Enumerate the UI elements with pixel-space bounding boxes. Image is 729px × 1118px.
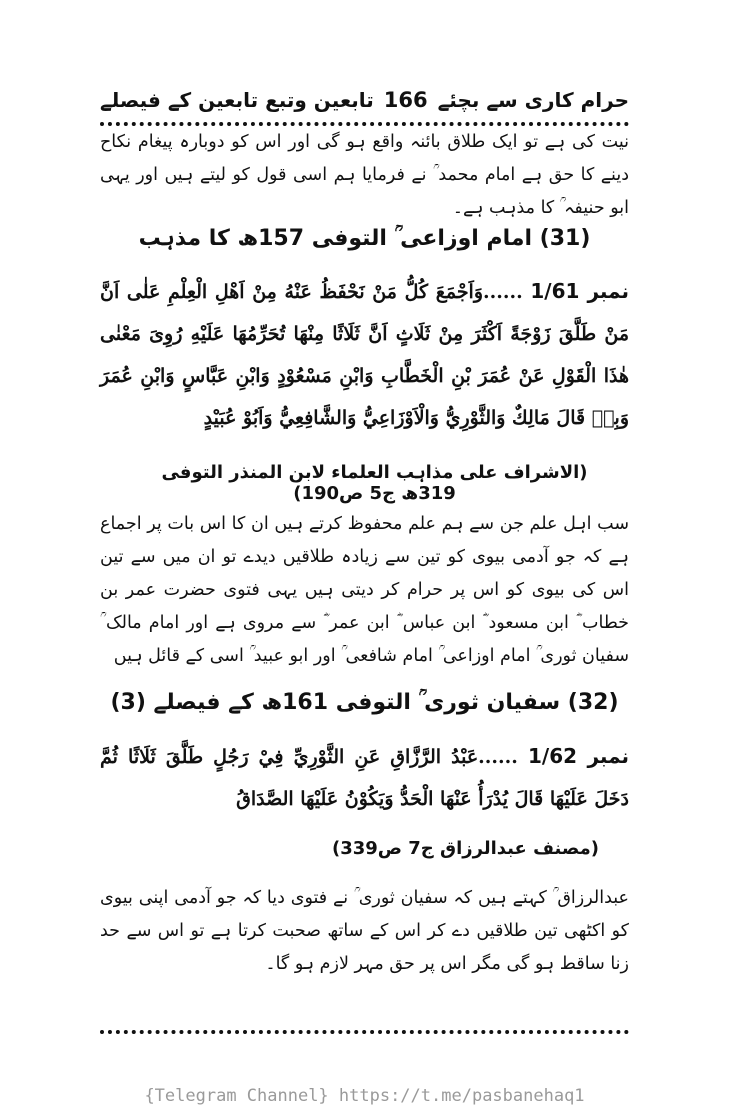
arabic-quote-62: ......عَبْدُ الرَّزَّاقِ عَنِ الثَّوْرِيِّ فِيْ رَجُلٍ طَلَّقَ ثَلَاثًا ثُمَّ دَخَلَ عَلَيْهَا قَالَ يُدْرَأُ عَنْهَا الْحَدُّ وَيَكُوْنُ عَلَيْهَا الصَّدَاقُ bbox=[100, 746, 629, 810]
intro-paragraph: نیت کی ہے تو ایک طلاق بائنہ واقع ہو گی اور اس کو دوبارہ پیغام نکاح دینے کا حق ہے امام محمد ؒ نے فرمایا ہم اسی قول کو لیتے ہیں اور یہی ابو حنیفہ ؒ کا مذہب ہے۔ bbox=[100, 132, 629, 218]
section-32-urdu-translation: عبدالرزاق ؒ کہتے ہیں کہ سفیان ثوری ؒ نے فتوی دیا کہ جو آدمی اپنی بیوی کو اکٹھی تین طلاقیں دے کر اس کے ساتھ صحبت کرتا ہے تو اس سے حد زنا ساقط ہو گی مگر اس پر حق مہر لازم ہو گا۔ bbox=[100, 888, 629, 974]
header-left-title: تابعین وتبع تابعین کے فیصلے bbox=[100, 88, 374, 112]
hadith-number-61: نمبر 1/61 bbox=[530, 279, 629, 303]
section-31-reference: (الاشراف علی مذاہب العلماء لابن المنذر التوفی 319ھ ج5 ص190) bbox=[161, 462, 588, 504]
hadith-number-62: نمبر 1/62 bbox=[527, 744, 630, 768]
section-32-reference: (مصنف عبدالرزاق ج7 ص339) bbox=[331, 838, 599, 859]
page-header bbox=[100, 82, 629, 118]
arabic-quote-61: ......وَاَجْمَعَ كُلُّ مَنْ نَحْفَظُ عَنْهُ مِنْ اَهْلِ الْعِلْمِ عَلٰى اَنَّ مَنْ طَلَّقَ زَوْجَةً اَكْثَرَ مِنْ ثَلَاثٍ اَنَّ ثَلَاثًا مِنْهَا تُحَرِّمُهَا عَلَيْهِ رُوِیَ مَعْنٰى هٰذَا الْقَوْلِ عَنْ عُمَرَ بْنِ الْخَطَّابِ وَابْنِ مَسْعُوْدٍ وَابْنِ عَبَّاسٍ وَابْنِ عُمَرَ وَبِهٖ قَالَ مَالِكٌ وَالثَّوْرِيُّ وَالْاَوْزَاعِيُّ وَالشَّافِعِيُّ وَاَبُوْ عُبَيْدٍ bbox=[100, 281, 629, 429]
section-31-heading: (31) امام اوزاعی ؒ التوفی 157ھ کا مذہب bbox=[138, 226, 591, 251]
section-31-urdu-translation: سب اہل علم جن سے ہم علم محفوظ کرتے ہیں ان کا اس بات پر اجماع ہے کہ جو آدمی بیوی کو تین سے زیادہ طلاقیں دیدے تو ان میں سے تین اس کی بیوی کو اس پر حرام کر دیتی ہیں یہی فتوی حضرت عمر بن خطاب ؓ ابن مسعود ؓ ابن عباس ؓ ابن عمر ؓ سے مروی ہے اور امام مالک ؒ سفیان ثوری ؒ امام اوزاعی ؒ امام شافعی ؒ اور ابو عبید ؒ اسی کے قائل ہیں bbox=[100, 514, 629, 666]
section-32-heading: (32) سفیان ثوری ؒ التوفی 161ھ کے فیصلے (3) bbox=[110, 690, 619, 715]
section-31-arabic-text bbox=[100, 270, 629, 439]
telegram-channel-watermark: {Telegram Channel} https://t.me/pasbanehaq1 bbox=[144, 1086, 585, 1106]
header-right-title: حرام کاری سے بچئے bbox=[437, 88, 629, 112]
page-number: 166 bbox=[383, 88, 428, 112]
footer-divider bbox=[100, 1030, 629, 1034]
section-32-arabic-text bbox=[100, 735, 629, 820]
